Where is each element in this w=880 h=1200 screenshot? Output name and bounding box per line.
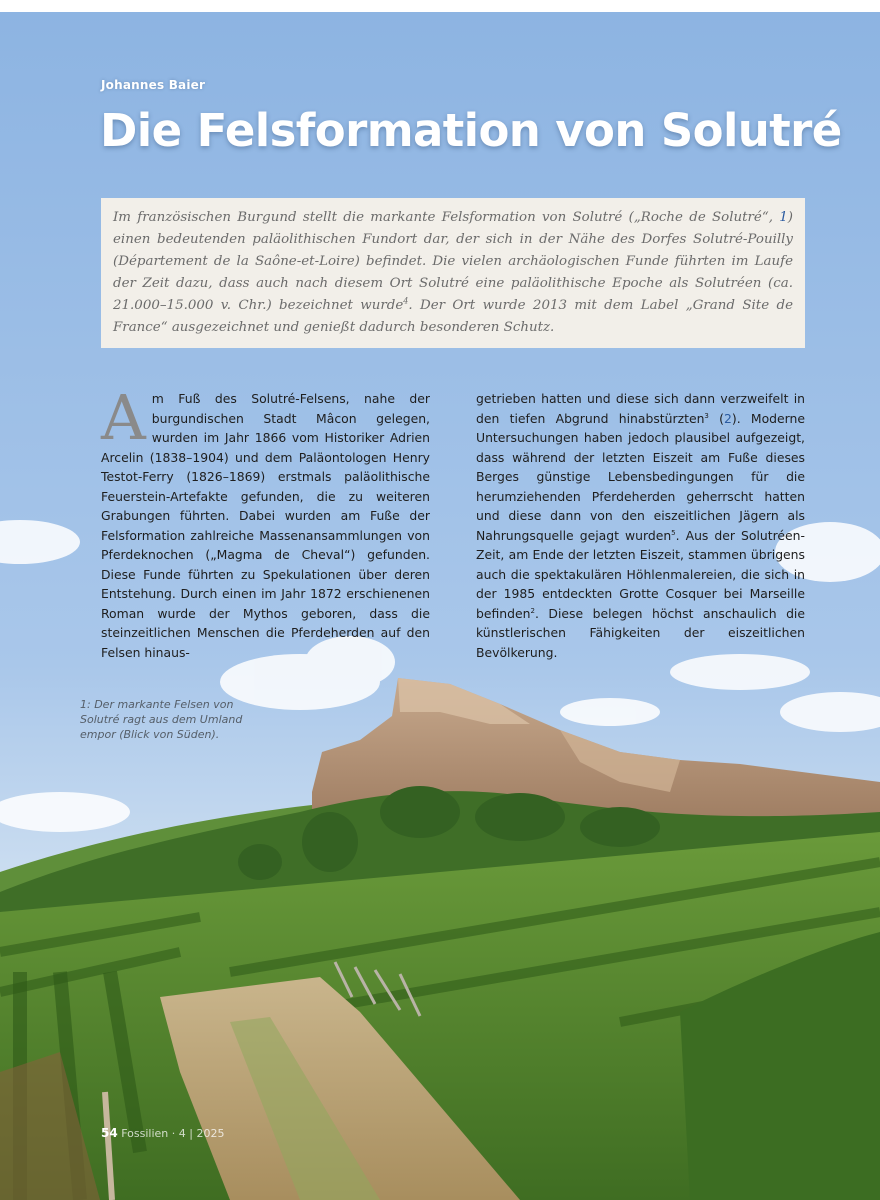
article-title: Die Felsformation von Solutré <box>100 104 842 157</box>
figure-reference-link[interactable]: 2 <box>723 410 732 426</box>
footnote-marker: 4 <box>403 296 409 306</box>
footnote-marker: 3 <box>704 411 709 420</box>
footnote-marker: 2 <box>530 606 535 615</box>
page-number: 54 <box>101 1126 118 1140</box>
figure-reference-link[interactable]: 1 <box>779 210 788 225</box>
abstract-box <box>101 198 805 348</box>
figure-caption: 1: Der markante Felsen von Solutré ragt aus dem Umland empor (Blick von Süden). <box>80 698 243 741</box>
body-paragraph: Am Fuß des Solutré-Felsens, nahe der burgundischen Stadt Mâcon gelegen, wurden im Jahr 1866 vom Historiker Adrien Arcelin (1838–1904) und dem Paläontologen Henry Testot-Ferry (1826–1869) erstmals paläolithische Feuerstein-Artefakte gefunden, die zu weiteren Grabungen führten. Dabei wurden am Fuße der Felsformation zahlreiche Massenansammlungen von Pferdeknochen („Magma de Cheval“) gefunden. Diese Funde führten zu Spekulationen über deren Entstehung. Durch einen im Jahr 1872 erschienenen Roman wurde der Mythos geboren, dass die steinzeitlichen Menschen die Pferdeherden auf den Felsen hinaus- <box>101 381 430 660</box>
body-paragraph: getrieben hatten und diese sich dann verzweifelt in den tiefen Abgrund hinabstürzten$^3$ (2). Moderne Untersuchungen haben jedoch plausibel aufgezeigt, dass während der letzten Eiszeit am Fuße dieses Berges günstige Lebensbedingungen für die herumziehenden Pferdeherden geherrscht hatten und diese dann von den eiszeitlichen Jägern als Nahrungsquelle gejagt wurden$^5$. Aus der Solutréen-Zeit, am Ende der letzten Eiszeit, stammen übrigens auch die spektakulären Höhlenmalereien, die sich in der 1985 entdeckten Grotte Cosquer bei Marseille befinden$^2$. Diese belegen höchst anschaulich die künstlerischen Fähigkeiten der eiszeitlichen Bevölkerung. <box>476 391 806 660</box>
issue-number: 4 <box>178 1127 186 1140</box>
magazine-name: Fossilien <box>121 1127 169 1140</box>
body-column-right <box>476 389 805 662</box>
issue-year: 2025 <box>196 1127 225 1140</box>
author-name: Johannes Baier <box>101 78 206 92</box>
separator: | <box>189 1127 193 1140</box>
body-column-left <box>101 381 430 662</box>
page-footer <box>101 1126 224 1140</box>
abstract-text: Im französischen Burgund stellt die markante Felsformation von Solutré („Roche de Solutré“, 1) einen bedeutenden paläolithischen Fundort dar, der sich in der Nähe des Dorfes Solutré-Pouilly (Département de la Saône-et-Loire) befindet. Die vielen archäologischen Funde führten im Laufe der Zeit dazu, dass auch nach diesem Ort Solutré eine paläolithische Epoche als Solutréen (ca. 21.000–15.000 v. Chr.) bezeichnet wurde$^4$. Der Ort wurde 2013 mit dem Label „Grand Site de France“ ausgezeichnet und genießt dadurch besonderen Schutz. <box>113 210 793 335</box>
drop-cap: A <box>101 381 146 454</box>
footnote-marker: 5 <box>671 528 676 537</box>
separator: · <box>171 1127 176 1140</box>
